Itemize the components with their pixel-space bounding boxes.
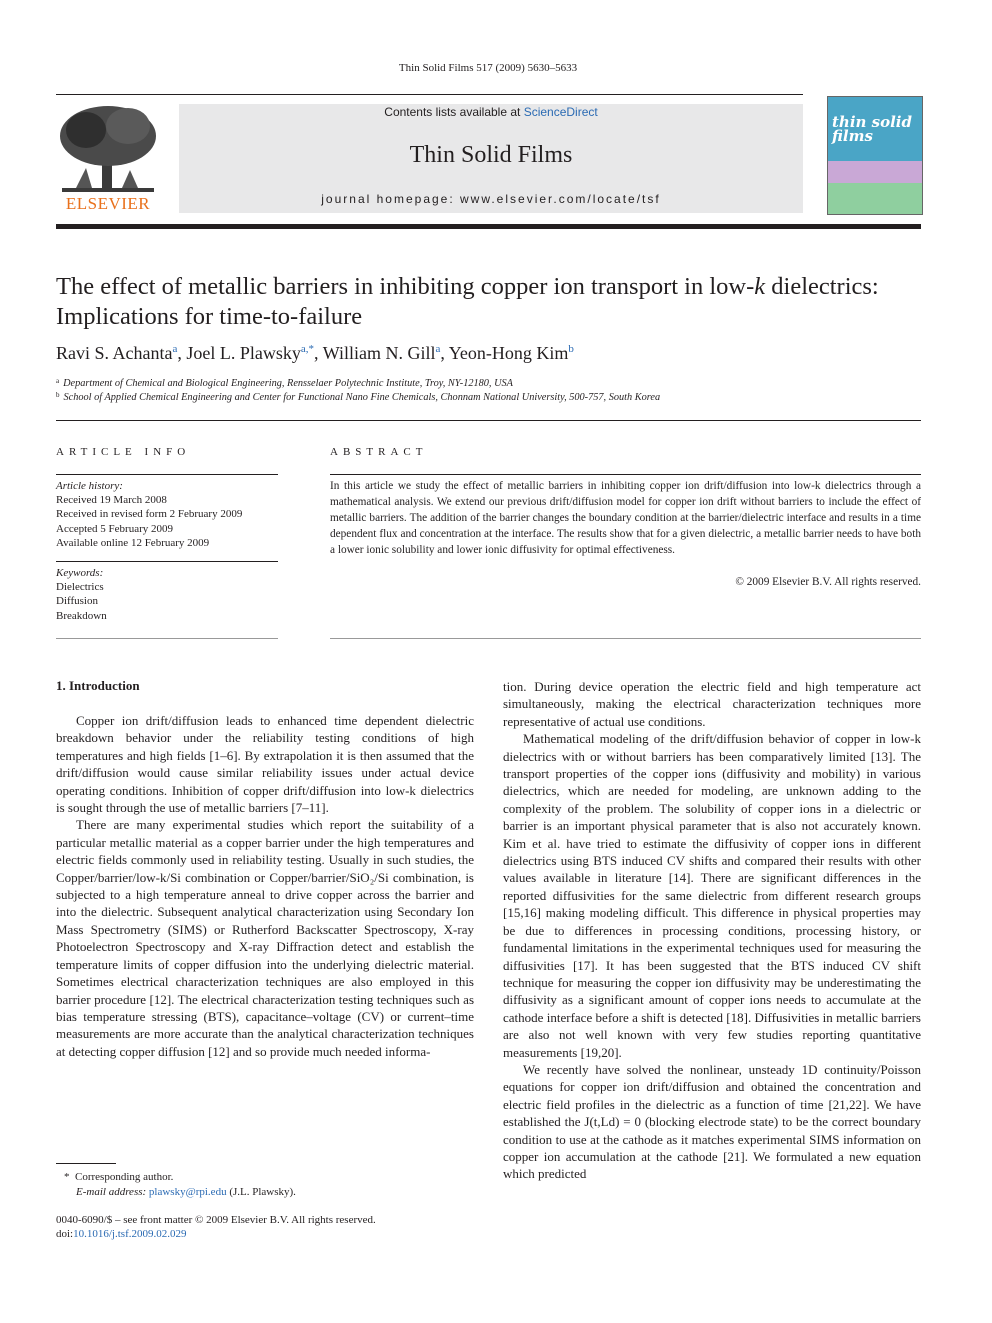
abstract-text: In this article we study the effect of metallic barriers in inhibiting copper ion drift/diffusion into low-k dielectrics through a mathematical analysis. We extend our previous drift/diffusion model for copper ion drift without barriers to include the effect of metallic barriers. The addition of the barrier changes the boundary condition at the barrier/dielectric interface and results in a time dependent flux and concentration at the interface. The results show that for a given dielectric, a metallic barrier needs to have both a lower ionic solubility and lower ionic diffusivity for optimal effectiveness.	[330, 480, 921, 556]
author-affil-sup[interactable]: a	[172, 343, 178, 355]
section-heading: 1. Introduction	[56, 678, 140, 693]
title-part-2: dielectrics:	[765, 273, 879, 300]
affiliation	[56, 391, 660, 403]
journal-citation: Thin Solid Films 517 (2009) 5630–5633	[398, 62, 578, 74]
author-name: Ravi S. Achanta	[56, 343, 173, 363]
email-label: E-mail address:	[76, 1186, 149, 1198]
history-item: Accepted 5 February 2009	[56, 522, 173, 535]
elsevier-logo	[56, 104, 160, 216]
keyword: Dielectrics	[56, 581, 104, 594]
paragraph: tion. During device operation the electric field and high temperature act simultaneously, making the electrical characterization techniques more representative of actual use conditions.	[503, 679, 921, 729]
publisher-name: ELSEVIER	[65, 194, 151, 213]
paragraph: Copper ion drift/diffusion leads to enhanced time dependent dielectric breakdown behavior under the reliability testing conditions of high temperatures and high fields [1–6]. By extrapolation it is then assumed that the drift/diffusion would cause similar reliability issues under actual device operating conditions. Inhibition of copper drift/diffusion into low-k dielectrics is sought through the use of metallic barriers [7–11].	[56, 713, 474, 816]
keyword: Diffusion	[56, 595, 98, 608]
author-name: William N. Gill	[322, 343, 436, 363]
info-rule	[56, 561, 278, 562]
affiliation-marker: a	[56, 377, 60, 385]
issn-line: 0040-6090/$ – see front matter © 2009 Elsevier B.V. All rights reserved.	[56, 1214, 376, 1226]
doi-line	[56, 1227, 187, 1242]
affiliation-marker: b	[56, 391, 60, 399]
author-affil-sup[interactable]: a	[435, 343, 441, 355]
corresponding-footnote	[64, 1170, 173, 1185]
section-rule	[56, 420, 921, 421]
keywords-label: Keywords:	[56, 567, 104, 579]
journal-cover	[827, 96, 923, 215]
abstract-heading: ABSTRACT	[330, 446, 428, 458]
author-affil-sup[interactable]: a,*	[300, 343, 315, 355]
journal-title: Thin Solid Films	[409, 142, 573, 168]
right-column	[503, 678, 921, 1183]
corresponding-text: Corresponding author.	[75, 1171, 174, 1183]
keywords	[56, 566, 278, 623]
article-title	[56, 272, 936, 332]
author-name: Yeon-Hong Kim	[448, 343, 569, 363]
info-end-rule	[56, 638, 278, 639]
title-part-1: The effect of metallic barriers in inhibiting copper ion transport in low-	[56, 273, 755, 300]
keyword: Breakdown	[56, 609, 107, 622]
history-label: Article history:	[56, 480, 123, 492]
author-list: Ravi S. Achanta$^a$, Joel L. Plawsky$^{a,*}$, William N. Gill$^a$, Yeon-Hong Kim$^b$	[56, 343, 574, 363]
paragraph: There are many experimental studies which report the suitability of a particular metallic material as a copper barrier under the high temperatures and electric fields commonly used in reliability testing. Usually in such studies, the Copper/barrier/low-k/Si combination or Copper/barrier/SiO₂/Si combination, is subjected to a high temperature anneal to drive copper across the barrier and into the dielectric. Subsequent analytical characterization using Secondary Ion Mass Spectrometry (SIMS) or Rutherford Backscatter Spectroscopy, X-ray Photoelectron Spectroscopy and X-ray Diffraction detect and establish the temperature limits of copper diffusion into the underlying dielectric material. Sometimes electrical characterization techniques are also employed in this barrier procedure [12]. The electrical characterization testing techniques such as bias temperature stressing (BTS), capacitance–voltage (CV) or current–time measurements are more accurate than the analytical characterization techniques at detecting copper diffusion [12] and so provide much needed informa-	[56, 817, 474, 1059]
author-affil-sup[interactable]: b	[568, 343, 574, 355]
contents-prefix: Contents lists available at	[384, 105, 524, 119]
contents-line	[179, 105, 803, 119]
sciencedirect-link[interactable]: ScienceDirect	[523, 105, 598, 119]
header-thick-rule	[56, 224, 921, 229]
author-name: Joel L. Plawsky	[186, 343, 301, 363]
abstract-copyright: © 2009 Elsevier B.V. All rights reserved.	[735, 576, 921, 588]
article-info-heading: ARTICLE INFO	[56, 446, 191, 458]
history-item: Available online 12 February 2009	[56, 536, 210, 549]
doi-link[interactable]: 10.1016/j.tsf.2009.02.029	[73, 1228, 187, 1240]
affiliation	[56, 377, 513, 389]
left-column	[56, 712, 474, 1060]
article-history	[56, 479, 278, 550]
title-k: k	[754, 273, 766, 300]
cover-title: thin solid films	[832, 113, 912, 145]
footnote-star: *	[64, 1171, 70, 1183]
title-line-2: Implications for time-to-failure	[56, 303, 363, 330]
abstract-end-rule	[330, 638, 921, 639]
paragraph: We recently have solved the nonlinear, unsteady 1D continuity/Poisson equations for copper ion drift/diffusion and obtained the concentration and electric field profiles in the dielectric as a function of time [21,22]. We have established the J(t,Ld) = 0 (blocking electrode state) to be the correct boundary condition to use at the cathode as it matches experimental SIMS information on copper ion accumulation at the cathode [21]. We formulated a new equation which predicted	[503, 1061, 921, 1182]
header-rule	[56, 94, 803, 95]
paragraph: Mathematical modeling of the drift/diffusion behavior of copper in low-k dielectrics with or without barriers has been comparatively limited [13]. The transport properties of the copper ions (diffusivity and mobility) in various dielectrics, which are needed for modeling, are unknown adding to the complexity of the problem. The solubility of copper ions in a dielectric or barrier is an important physical parameter that is also not accurately known. Kim et al. have tried to estimate the diffusivity of copper ions in different dielectrics using BTS induced CV shifts and compared their results with other values available in literature [14]. There are significant differences in the reported diffusivities for the same dielectric from different research groups [15,16] making modeling difficult. This difference in physical properties may be due to differences in processing conditions, processing history, or fundamental limitations in the experimental techniques used for measuring the diffusivities [17]. It has been suggested that the BTS induced CV shift technique for measuring the copper ion diffusivity may be underestimating the diffusivity as a significant amount of copper ions needs to accumulate at the cathode interface before a shift is detected [18]. Diffusivities in metallic barriers are also not well known with very few studies reporting quantitative measurements [19,20].	[503, 731, 921, 1060]
journal-homepage[interactable]: journal homepage: www.elsevier.com/locate/tsf	[321, 192, 661, 206]
history-item: Received 19 March 2008	[56, 494, 167, 507]
email-suffix: (J.L. Plawsky).	[226, 1186, 296, 1198]
affiliation-text: School of Applied Chemical Engineering and Center for Functional Nano Fine Chemicals, Chonnam National University, 500-757, South Korea	[63, 392, 661, 403]
history-item: Received in revised form 2 February 2009	[56, 508, 243, 521]
info-rule	[56, 474, 278, 475]
affiliation-text: Department of Chemical and Biological Engineering, Rensselaer Polytechnic Institute, Troy, NY-12180, USA	[63, 378, 513, 389]
abstract-rule	[330, 474, 921, 475]
footnote-rule	[56, 1163, 116, 1164]
email-link[interactable]: plawsky@rpi.edu	[148, 1186, 227, 1198]
doi-label: doi:	[56, 1228, 74, 1240]
email-footnote	[76, 1185, 296, 1200]
